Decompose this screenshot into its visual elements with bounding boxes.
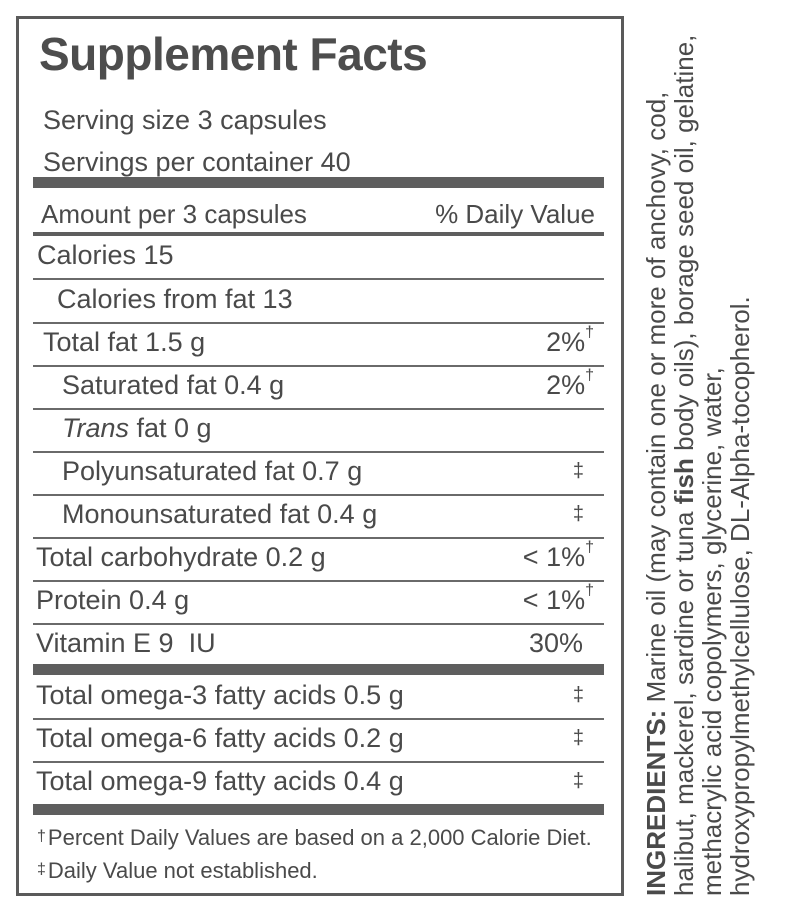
nutrient-label: Total omega-3 fatty acids 0.5 g	[36, 680, 404, 710]
daily-value: < 1%†	[522, 539, 594, 572]
daily-value: 2%†	[546, 324, 594, 357]
thick-divider	[33, 804, 604, 815]
serving-size: Serving size 3 capsules	[43, 105, 327, 135]
nutrient-row	[33, 365, 604, 407]
amount-per-label: Amount per 3 capsules	[41, 199, 307, 229]
nutrient-row	[33, 718, 604, 760]
nutrient-row	[33, 537, 604, 579]
nutrient-label: Protein 0.4 g	[36, 585, 190, 615]
ingredients-label: INGREDIENTS:	[641, 709, 671, 896]
daily-value: ‡	[572, 460, 584, 482]
supplement-facts-panel	[16, 16, 624, 896]
nutrient-row	[33, 580, 604, 622]
thick-divider	[33, 177, 604, 188]
nutrient-label: Total omega-6 fatty acids 0.2 g	[36, 723, 404, 753]
nutrient-label: Trans fat 0 g	[62, 413, 212, 443]
daily-value: < 1%†	[522, 582, 594, 615]
nutrient-label: Saturated fat 0.4 g	[62, 370, 285, 400]
daily-value: 2%†	[546, 367, 594, 400]
nutrient-label: Total omega-9 fatty acids 0.4 g	[36, 766, 404, 796]
nutrient-row	[33, 322, 604, 364]
nutrient-row	[33, 408, 604, 450]
amount-header	[33, 193, 604, 235]
servings-per-container: Servings per container 40	[43, 147, 351, 177]
nutrient-label: Calories from fat 13	[57, 284, 293, 314]
nutrient-row	[33, 675, 604, 717]
nutrient-label: Monounsaturated fat 0.4 g	[62, 499, 378, 529]
nutrient-row	[33, 279, 604, 321]
footnote-dagger: †Percent Daily Values are based on a 2,000 Calorie Diet.	[37, 825, 592, 850]
nutrient-label: Total fat 1.5 g	[43, 327, 206, 357]
ingredients-text: INGREDIENTS: Marine oil (may contain one or more of anchovy, cod, halibut, mackerel, sardine or tuna fish body oils), borage seed oil, gelatine, methacrylic acid copolymers, glycerine, water, hydroxypropylmethylcellulose, DL-Alpha-tocopherol.	[641, 34, 755, 896]
nutrient-row	[33, 623, 604, 665]
panel-title: Supplement Facts	[39, 28, 428, 80]
footnote-double-dagger: ‡Daily Value not established.	[37, 858, 318, 883]
daily-value: ‡	[572, 503, 584, 525]
daily-value-header: % Daily Value	[435, 199, 595, 229]
nutrient-label: Vitamin E 9 IU	[36, 628, 216, 658]
nutrient-row	[33, 235, 604, 277]
thick-divider	[33, 664, 604, 675]
daily-value: ‡	[572, 684, 584, 706]
nutrient-label: Calories 15	[37, 240, 174, 270]
daily-value: ‡	[572, 727, 584, 749]
daily-value: ‡	[572, 770, 584, 792]
nutrient-label: Polyunsaturated fat 0.7 g	[62, 456, 363, 486]
daily-value: 30%	[528, 628, 583, 658]
nutrient-row	[33, 761, 604, 803]
nutrient-row	[33, 494, 604, 536]
nutrient-row	[33, 451, 604, 493]
nutrient-label: Total carbohydrate 0.2 g	[36, 542, 326, 572]
